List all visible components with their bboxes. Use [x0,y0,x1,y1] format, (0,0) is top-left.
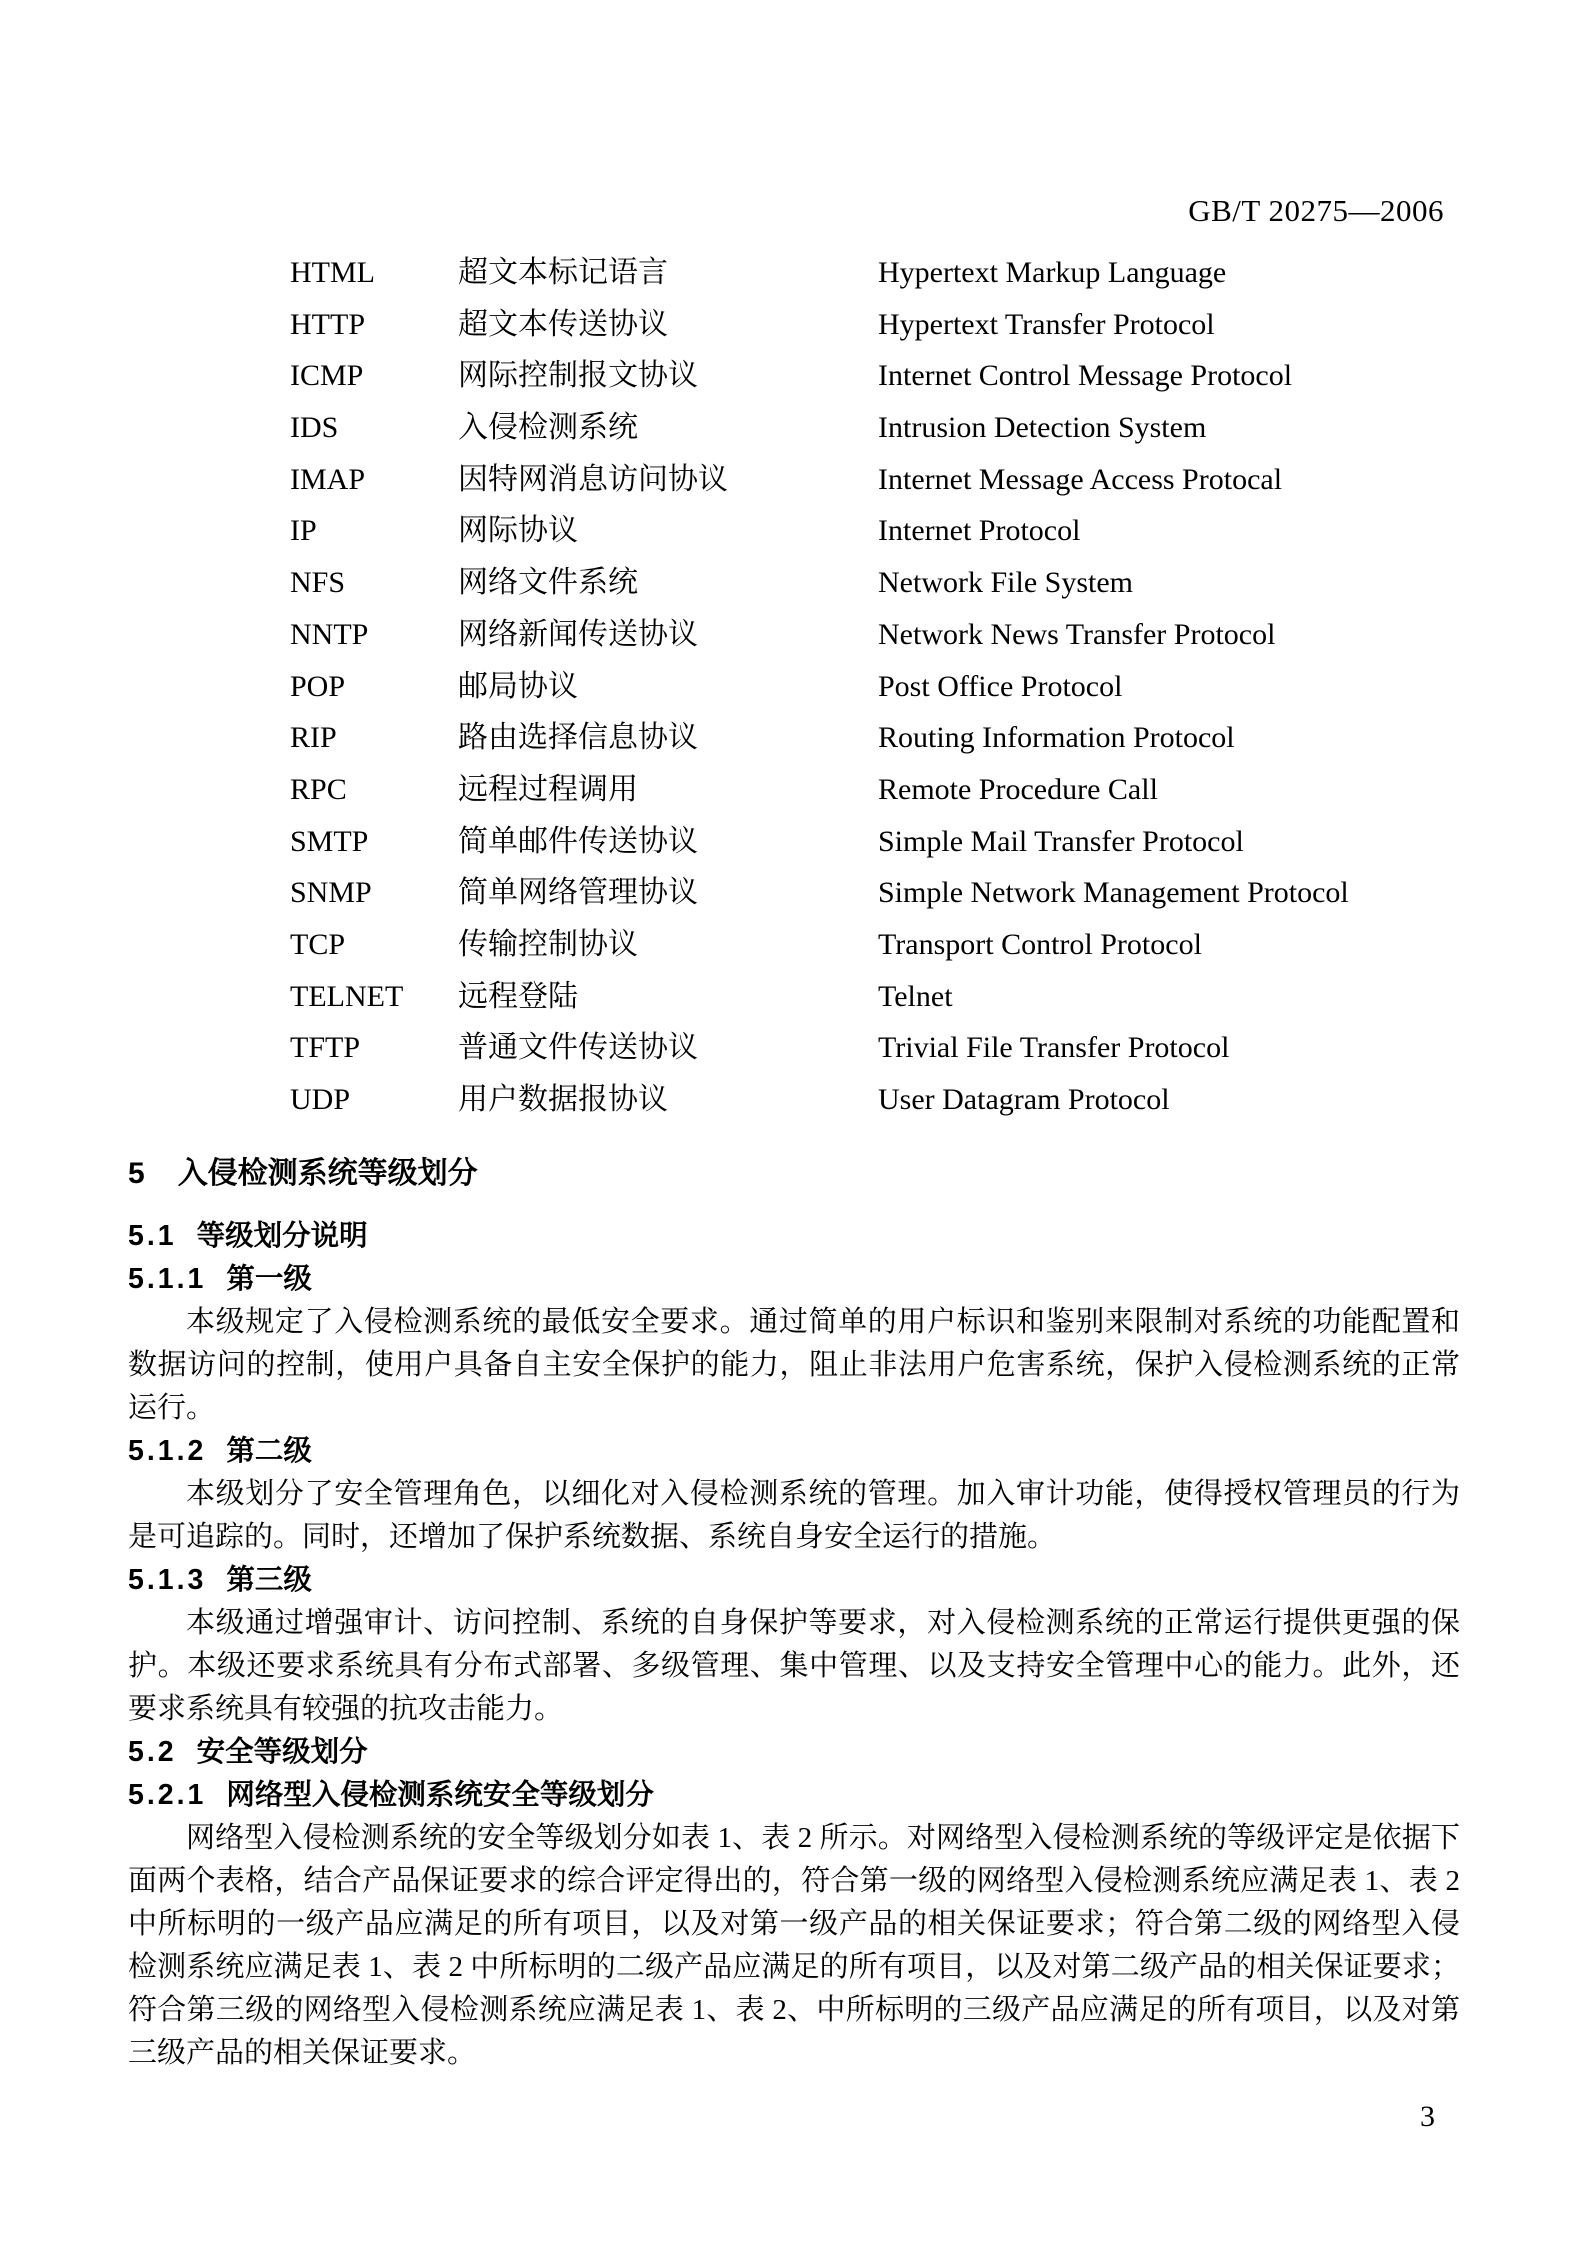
abbreviation-row [290,764,1460,816]
abbreviation-chinese: 普通文件传送协议 [458,1031,698,1065]
section-number: 5.2 [128,1735,177,1768]
section-number: 5.2.1 [128,1778,207,1811]
section-title: 第二级 [226,1434,312,1467]
abbreviation-term: ICMP [290,359,364,393]
section-heading [128,1430,1460,1473]
section-number: 5.1.3 [128,1563,207,1596]
abbreviation-row [290,350,1460,402]
abbreviation-chinese: 远程登陆 [458,979,578,1013]
section-title: 等级划分说明 [196,1219,368,1252]
abbreviation-english: Simple Network Management Protocol [878,876,1349,910]
document-section [128,1258,1460,1430]
abbreviation-row [290,505,1460,557]
document-section [128,1215,1460,1258]
abbreviation-english: User Datagram Protocol [878,1083,1170,1116]
abbreviation-term: NNTP [290,617,369,651]
document-section [128,1559,1460,1731]
abbreviation-chinese: 超文本标记语言 [458,256,668,289]
abbreviation-row [290,402,1460,454]
abbreviation-chinese: 路由选择信息协议 [458,721,698,755]
abbreviation-chinese: 因特网消息访问协议 [458,462,728,496]
section-number: 5.1.2 [128,1434,207,1467]
abbreviation-english: Trivial File Transfer Protocol [878,1031,1230,1065]
abbreviation-english: Transport Control Protocol [878,927,1202,961]
abbreviation-english: Internet Control Message Protocol [878,359,1293,393]
abbreviation-chinese: 入侵检测系统 [458,411,638,445]
section-heading [128,1215,1460,1258]
body-paragraph: 网络型入侵检测系统的安全等级划分如表 1、表 2 所示。对网络型入侵检测系统的等级评定是依据下面两个表格，结合产品保证要求的综合评定得出的，符合第一级的网络型入侵检测系统应满足表 1、表 2 中所标明的一级产品应满足的所有项目，以及对第一级产品的相关保证要求；符合第二级的网络型入侵检测系统应满足表 1、表 2 中所标明的二级产品应满足的所有项目，以及对第二级产品的相关保证要求；符合第三级的网络型入侵检测系统应满足表 1、表 2、中所标明的三级产品应满足的所有项目，以及对第三级产品的相关保证要求。 [128,1821,1460,2069]
section-number: 5 [128,1156,148,1190]
section-number: 5.1.1 [128,1262,207,1295]
abbreviation-chinese: 网络新闻传送协议 [458,617,698,651]
abbreviation-chinese: 简单邮件传送协议 [458,824,698,858]
section-heading [128,1152,1460,1196]
standard-number-header: GB/T 20275—2006 [1188,193,1444,228]
abbreviation-row [290,712,1460,764]
abbreviation-chinese: 网络文件系统 [458,566,638,600]
abbreviation-term: IMAP [290,462,366,496]
abbreviation-row [290,609,1460,661]
section-title: 入侵检测系统等级划分 [177,1156,478,1190]
abbreviation-term: POP [290,669,346,703]
abbreviation-term: IP [290,514,317,548]
document-section [128,1774,1460,2075]
abbreviation-term: HTTP [290,307,365,341]
section-title: 第三级 [226,1563,312,1596]
abbreviation-english: Simple Mail Transfer Protocol [878,824,1244,858]
body-paragraph: 本级通过增强审计、访问控制、系统的自身保护等要求，对入侵检测系统的正常运行提供更强的保护。本级还要求系统具有分布式部署、多级管理、集中管理、以及支持安全管理中心的能力。此外，还要求系统具有较强的抗攻击能力。 [128,1606,1460,1725]
abbreviation-term: TELNET [290,979,404,1013]
abbreviation-term: NFS [290,566,346,600]
abbreviation-english: Network File System [878,566,1133,600]
abbreviation-english: Hypertext Markup Language [878,256,1227,289]
abbreviation-term: IDS [290,411,339,445]
section-heading [128,1731,1460,1774]
abbreviation-row [290,661,1460,713]
abbreviation-row [290,1074,1460,1126]
document-section [128,1731,1460,1774]
abbreviation-term: SNMP [290,876,372,910]
document-section [128,1430,1460,1559]
abbreviation-row [290,1022,1460,1074]
section-title: 安全等级划分 [196,1735,368,1768]
abbreviation-row [290,816,1460,868]
abbreviation-term: HTML [290,256,375,289]
section-number: 5.1 [128,1219,177,1252]
abbreviation-chinese: 邮局协议 [458,669,578,703]
abbreviation-english: Internet Message Access Protocal [878,462,1283,496]
abbreviation-term: TCP [290,927,346,961]
abbreviation-chinese: 超文本传送协议 [458,307,668,341]
body-paragraph: 本级划分了安全管理角色，以细化对入侵检测系统的管理。加入审计功能，使得授权管理员的行为是可追踪的。同时，还增加了保护系统数据、系统自身安全运行的措施。 [128,1477,1460,1553]
abbreviation-row [290,919,1460,971]
abbreviation-chinese: 传输控制协议 [458,927,638,961]
section-title: 网络型入侵检测系统安全等级划分 [226,1778,654,1811]
abbreviation-row [290,867,1460,919]
section-heading [128,1774,1460,1817]
abbreviation-english: Routing Information Protocol [878,721,1235,755]
abbreviation-row [290,971,1460,1023]
abbreviation-term: TFTP [290,1031,361,1065]
abbreviation-english: Remote Procedure Call [878,772,1158,806]
abbreviation-term: RIP [290,721,337,755]
abbreviation-english: Network News Transfer Protocol [878,617,1276,651]
abbreviation-chinese: 用户数据报协议 [458,1083,668,1116]
abbreviation-row [290,299,1460,351]
abbreviation-term: RPC [290,772,347,806]
section-list [128,1152,1460,2075]
abbreviation-chinese: 简单网络管理协议 [458,876,698,910]
abbreviation-row [290,454,1460,506]
abbreviation-chinese: 网际协议 [458,514,578,548]
section-title: 第一级 [226,1262,312,1295]
abbreviation-term: SMTP [290,824,369,858]
abbreviation-english: Internet Protocol [878,514,1081,548]
abbreviation-english: Hypertext Transfer Protocol [878,307,1215,341]
section-heading [128,1559,1460,1602]
abbreviation-english: Telnet [878,979,953,1013]
page-number: 3 [1420,2100,1435,2133]
abbreviation-row [290,557,1460,609]
abbreviation-english: Post Office Protocol [878,669,1123,703]
abbreviation-english: Intrusion Detection System [878,411,1207,445]
abbreviation-row [290,247,1460,299]
abbreviation-chinese: 远程过程调用 [458,772,638,806]
abbreviation-term: UDP [290,1083,351,1116]
body-paragraph: 本级规定了入侵检测系统的最低安全要求。通过简单的用户标识和鉴别来限制对系统的功能配置和数据访问的控制，使用户具备自主安全保护的能力，阻止非法用户危害系统，保护入侵检测系统的正常运行。 [128,1305,1460,1424]
document-section [128,1152,1460,1196]
abbreviation-chinese: 网际控制报文协议 [458,359,698,393]
abbreviation-list [290,247,1460,1126]
section-heading [128,1258,1460,1301]
